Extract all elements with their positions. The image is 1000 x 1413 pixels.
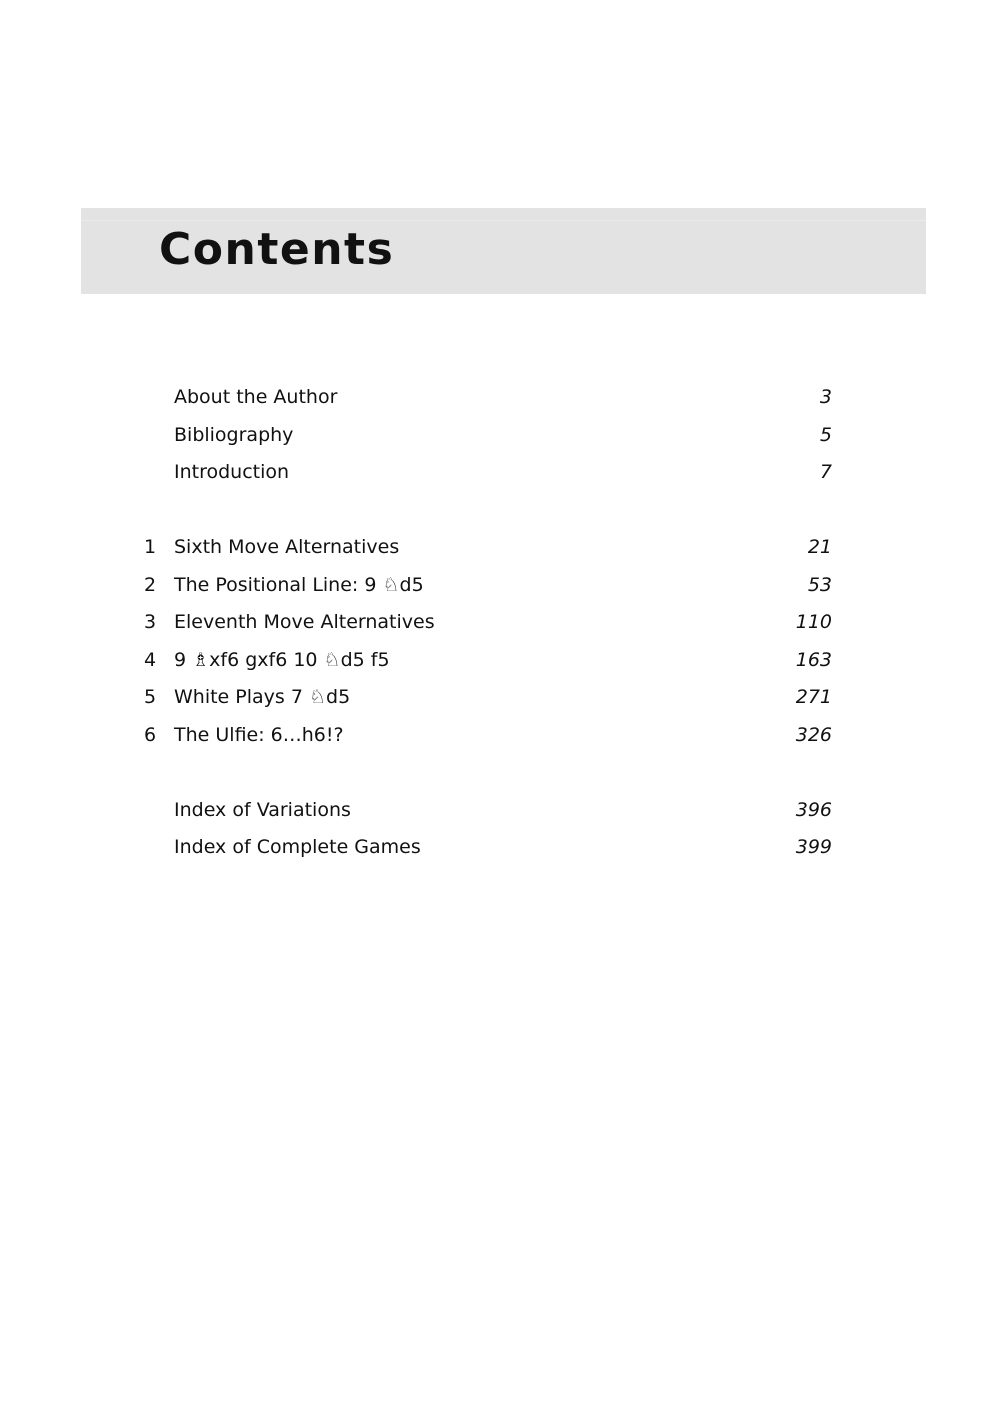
- front-matter-list: [140, 379, 840, 492]
- chapter-title: 9 ♗xf6 gxf6 10 ♘d5 f5: [174, 648, 390, 671]
- chapter-title: White Plays 7 ♘d5: [174, 686, 351, 708]
- back-matter-list: [140, 792, 840, 867]
- chapter-page: 271: [795, 686, 832, 708]
- toc-entry-chapter-2[interactable]: [140, 567, 840, 605]
- chapter-title: The Ulfie: 6…h6!?: [174, 723, 344, 746]
- toc-entry-index-games[interactable]: [140, 829, 840, 867]
- toc-entry-page: 5: [819, 423, 832, 446]
- chapter-number: 1: [143, 536, 157, 558]
- chapter-title: The Positional Line: 9 ♘d5: [174, 573, 424, 596]
- toc-entry-chapter-4[interactable]: [140, 642, 840, 680]
- toc-entry-chapter-3[interactable]: [140, 604, 840, 642]
- chapter-page: 21: [807, 536, 832, 558]
- chapter-number: 6: [143, 723, 157, 746]
- toc-entry-page: 399: [795, 836, 832, 858]
- title-band: [81, 208, 926, 294]
- table-of-contents: [140, 379, 840, 867]
- toc-entry-chapter-6[interactable]: [140, 717, 840, 755]
- toc-entry-page: 7: [819, 461, 832, 483]
- chapter-title: Sixth Move Alternatives: [174, 536, 400, 558]
- chapter-number: 3: [143, 611, 157, 633]
- chapter-page: 326: [795, 723, 832, 746]
- toc-entry-label: Index of Complete Games: [174, 836, 421, 858]
- toc-entry-chapter-5[interactable]: [140, 679, 840, 717]
- title-band-divider: [81, 220, 926, 221]
- toc-entry-label: Introduction: [174, 461, 290, 483]
- toc-entry-page: 3: [819, 386, 832, 408]
- toc-entry-chapter-1[interactable]: [140, 529, 840, 567]
- toc-entry-page: 396: [795, 798, 832, 821]
- toc-entry-about-author[interactable]: [140, 379, 840, 417]
- toc-entry-bibliography[interactable]: [140, 417, 840, 455]
- toc-entry-label: Index of Variations: [174, 798, 351, 821]
- toc-entry-index-variations[interactable]: [140, 792, 840, 830]
- page-title: Contents: [159, 224, 395, 275]
- chapter-list: [140, 529, 840, 754]
- toc-entry-label: Bibliography: [174, 423, 294, 446]
- chapter-number: 2: [143, 573, 157, 596]
- toc-entry-introduction[interactable]: [140, 454, 840, 492]
- chapter-title: Eleventh Move Alternatives: [174, 611, 435, 633]
- chapter-page: 163: [795, 648, 832, 671]
- toc-entry-label: About the Author: [174, 386, 338, 408]
- chapter-page: 53: [807, 573, 832, 596]
- chapter-number: 5: [143, 686, 157, 708]
- chapter-page: 110: [795, 611, 832, 633]
- chapter-number: 4: [143, 648, 157, 671]
